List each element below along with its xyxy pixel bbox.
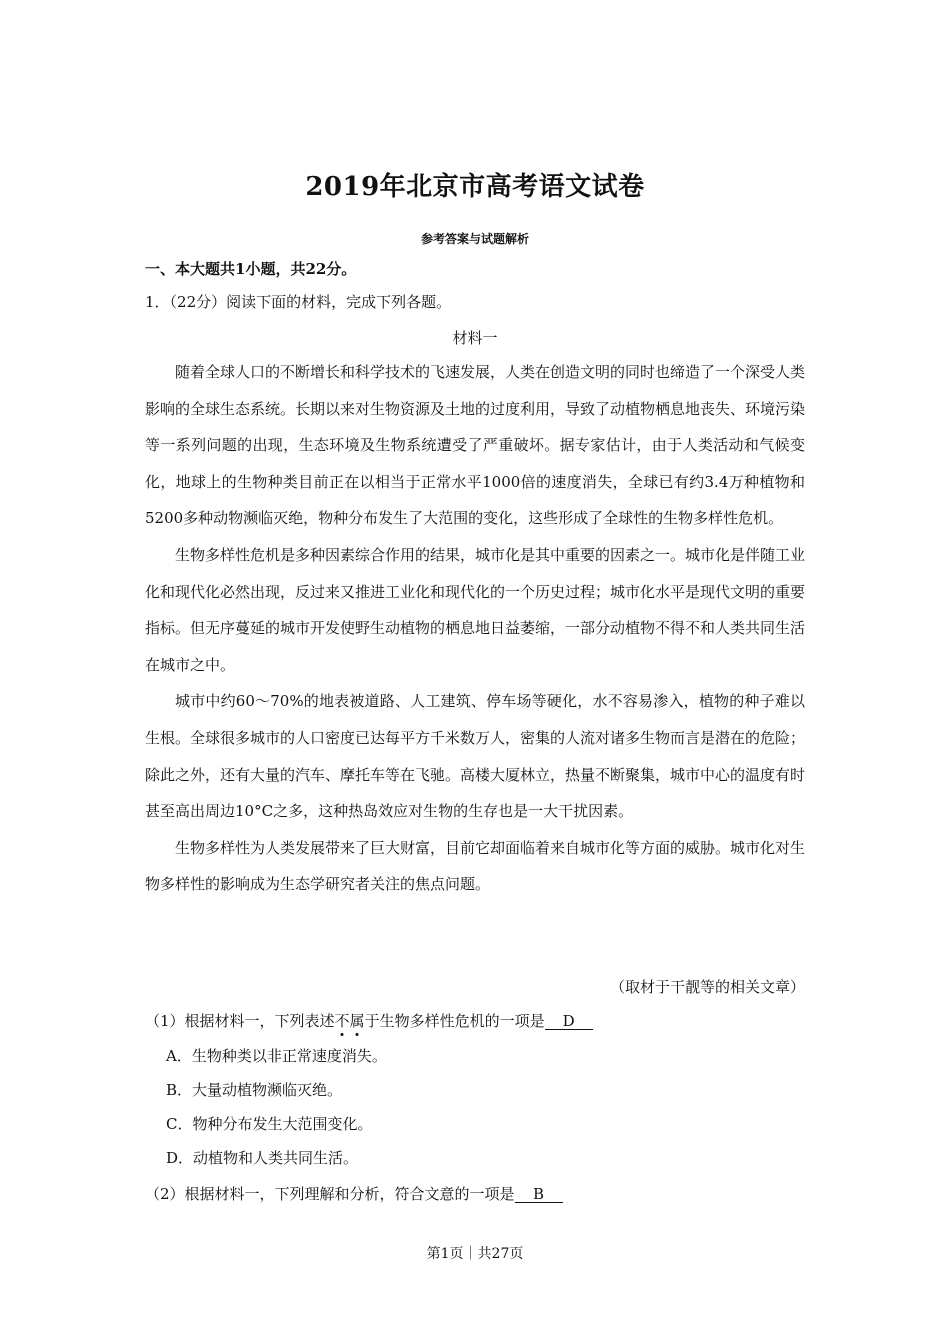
page-title: 2019年北京市高考语文试卷 [305, 172, 645, 202]
sub-question-2 [145, 1183, 563, 1204]
sub-question-1 [145, 1010, 593, 1031]
material-body [145, 354, 805, 903]
emphasis-char-1: 不 [334, 1012, 350, 1030]
option-b: B．大量动植物濒临灭绝。 [166, 1081, 343, 1099]
section-heading: 一、本大题共1小题，共22分。 [145, 260, 357, 278]
question-1-stem: 1．（22分）阅读下面的材料，完成下列各题。 [145, 293, 452, 311]
sub-question-2-text: （2）根据材料一，下列理解和分析，符合文意的一项是 [145, 1185, 515, 1203]
option-c: C．物种分布发生大范围变化。 [166, 1115, 373, 1133]
material-paragraph-1: 随着全球人口的不断增长和科学技术的飞速发展，人类在创造文明的同时也缔造了一个深受人类影响的全球生态系统。长期以来对生物资源及土地的过度利用，导致了动植物栖息地丧失、环境污染等一系列问题的出现，生态环境及生物系统遭受了严重破坏。据专家估计，由于人类活动和气候变化，地球上的生物种类目前正在以相当于正常水平1000倍的速度消失，全球已有约3.4万种植物和5200多种动物濒临灭绝，物种分布发生了大范围的变化，这些形成了全球性的生物多样性危机。 [145, 363, 806, 528]
page-footer: 第1页｜共27页 [426, 1246, 524, 1262]
material-paragraph-2: 生物多样性危机是多种因素综合作用的结果，城市化是其中重要的因素之一。城市化是伴随工业化和现代化必然出现，反过来又推进工业化和现代化的一个历史过程；城市化水平是现代文明的重要指标。但无序蔓延的城市开发使野生动植物的栖息地日益萎缩，一部分动植物不得不和人类共同生活在城市之中。 [145, 545, 806, 674]
sub-question-1-answer: D [545, 1013, 593, 1030]
material-source: （取材于干靓等的相关文章） [609, 978, 805, 996]
option-d: D．动植物和人类共同生活。 [166, 1149, 359, 1167]
page-subtitle: 参考答案与试题解析 [420, 232, 529, 246]
material-title: 材料一 [452, 329, 498, 347]
material-paragraph-3: 城市中约60～70%的地表被道路、人工建筑、停车场等硬化，水不容易渗入，植物的种子难以生根。全球很多城市的人口密度已达每平方千米数万人，密集的人流对诸多生物而言是潜在的危险；除此之外，还有大量的汽车、摩托车等在飞驰。高楼大厦林立，热量不断聚集，城市中心的温度有时甚至高出周边10°C之多，这种热岛效应对生物的生存也是一大干扰因素。 [145, 692, 806, 821]
material-paragraph-4: 生物多样性为人类发展带来了巨大财富，目前它却面临着来自城市化等方面的威胁。城市化对生物多样性的影响成为生态学研究者关注的焦点问题。 [145, 838, 806, 894]
option-a: A．生物种类以非正常速度消失。 [166, 1047, 387, 1065]
emphasis-char-2: 属 [349, 1012, 365, 1030]
sub-question-2-answer: B [515, 1186, 563, 1203]
sub-question-1-prefix: （1）根据材料一，下列表述 [145, 1012, 335, 1030]
sub-question-1-suffix: 于生物多样性危机的一项是 [364, 1012, 545, 1030]
